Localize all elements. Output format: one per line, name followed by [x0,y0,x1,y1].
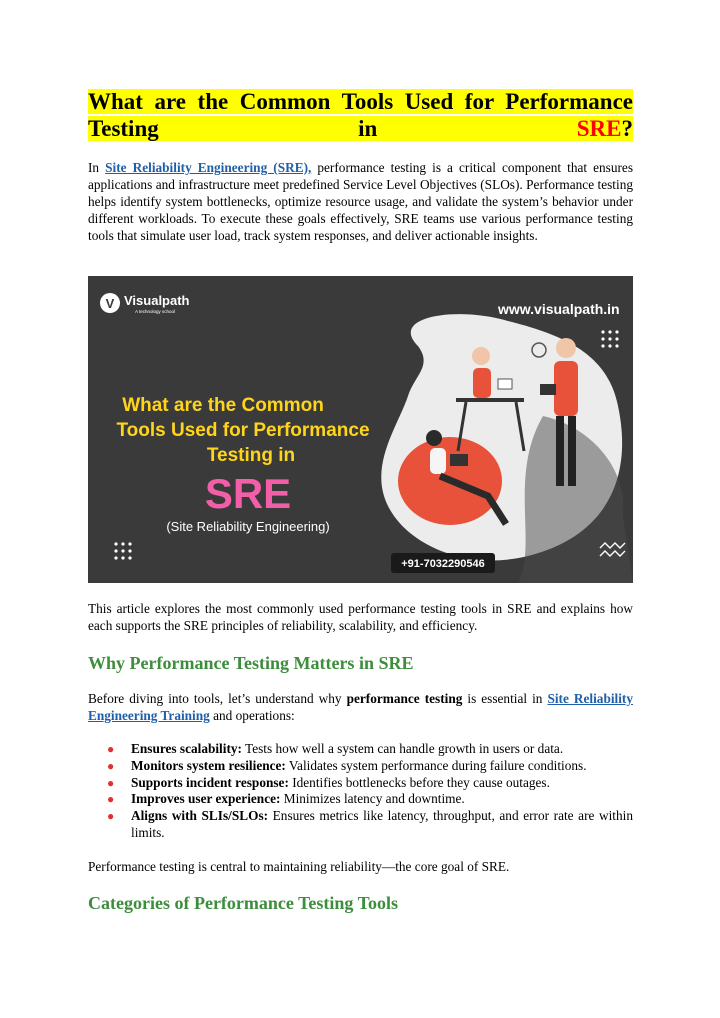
person-head [472,347,490,365]
sre-training-link[interactable]: Site Reliability Engineering Training [88,691,634,723]
banner-sre: SRE [204,470,292,517]
section-heading-categories: Categories of Performance Testing Tools [88,893,398,913]
para-lead: Before diving into tools, let’s understand why [88,691,347,706]
bullet-bold: Ensures scalability: [131,741,242,756]
banner-headline-2: Tools Used for Performance [116,420,370,441]
phone-number: +91-7032290546 [401,558,485,570]
bullet-text: Identifies bottlenecks before they cause outages. [288,774,550,790]
list-item [88,741,633,758]
section-why [88,652,633,674]
banner-subtitle: (Site Reliability Engineering) [166,519,330,534]
list-item [88,808,633,842]
title-text: What are the Common Tools Used for Performance Testing in [88,89,633,141]
tablet [540,384,556,395]
list-item [88,791,633,808]
bullet-icon: ● [107,758,115,773]
bullet-text: Validates system performance during failure conditions. [285,757,587,773]
section-categories [88,892,633,914]
benefits-list [88,741,633,842]
summary-block [88,600,633,634]
logo-tagline: A technology school [135,309,176,314]
intro-lead: In [88,160,106,175]
bullet-text: Ensures metrics like latency, throughput, and error rate are within limits. [131,808,633,840]
title-qmark: ? [621,116,633,141]
bullet-text: Minimizes latency and downtime. [280,791,465,807]
bullet-bold: Aligns with SLIs/SLOs: [131,808,269,824]
bullet-bold: Improves user experience: [131,791,281,807]
banner-url: www.visualpath.in [498,301,620,317]
para-bold: performance testing [346,691,463,706]
bullet-icon: ● [107,809,115,824]
banner-headline-3: Testing in [206,445,296,466]
svg-text:V: V [105,296,115,311]
banner-art [88,276,633,583]
laptop [498,379,512,389]
title-block [88,88,633,142]
summary-paragraph: This article explores the most commonly used performance testing tools in SRE and explains how each supports the SRE principles of reliability, scalability, and efficiency. [88,601,633,633]
section-why-intro [88,690,633,724]
bullet-icon: ● [107,775,115,790]
person-leg [568,416,576,486]
para-mid: is essential in [462,691,548,706]
intro-block [88,159,633,244]
closing-paragraph: Performance testing is central to maintaining reliability—the core goal of SRE. [88,859,510,874]
list-item [88,775,633,792]
sre-link[interactable]: Site Reliability Engineering (SRE), [105,160,312,175]
person-leg [556,416,564,486]
section-why-paragraph [88,690,633,724]
banner-image [88,276,633,583]
bullet-icon: ● [107,742,115,756]
page-title [88,88,633,142]
person-body [430,448,446,474]
laptop [450,454,468,466]
person-body [554,361,578,416]
banner-headline-1: What are the Common [122,395,324,416]
logo-name: Visualpath [124,293,190,308]
bullet-bold: Supports incident response: [131,774,289,790]
desk [456,398,524,402]
intro-rest: performance testing is a critical component that ensures applications and infrastructure meet predefined Service Level Objectives (SLOs). Performance testing helps identify system bottlenecks, optimize resource usage, and validate the system’s behavior under different workloads. To execute these goals effectively, SRE teams use various performance testing tools that simulate user load, track system responses, and deliver actionable insights. [88,160,634,243]
person-head [556,338,576,358]
bullet-text: Tests how well a system can handle growth in users or data. [241,741,564,756]
bullet-icon: ● [107,792,115,807]
person-body [473,368,491,398]
title-sre: SRE [576,116,622,141]
para-end: and operations: [209,708,295,723]
closing-block [88,858,633,875]
bullet-bold: Monitors system resilience: [131,757,286,773]
section-heading-why: Why Performance Testing Matters in SRE [88,653,414,673]
intro-paragraph [88,159,633,244]
bullet-list-block [88,741,633,842]
list-item [88,758,633,775]
person-head [426,430,442,446]
